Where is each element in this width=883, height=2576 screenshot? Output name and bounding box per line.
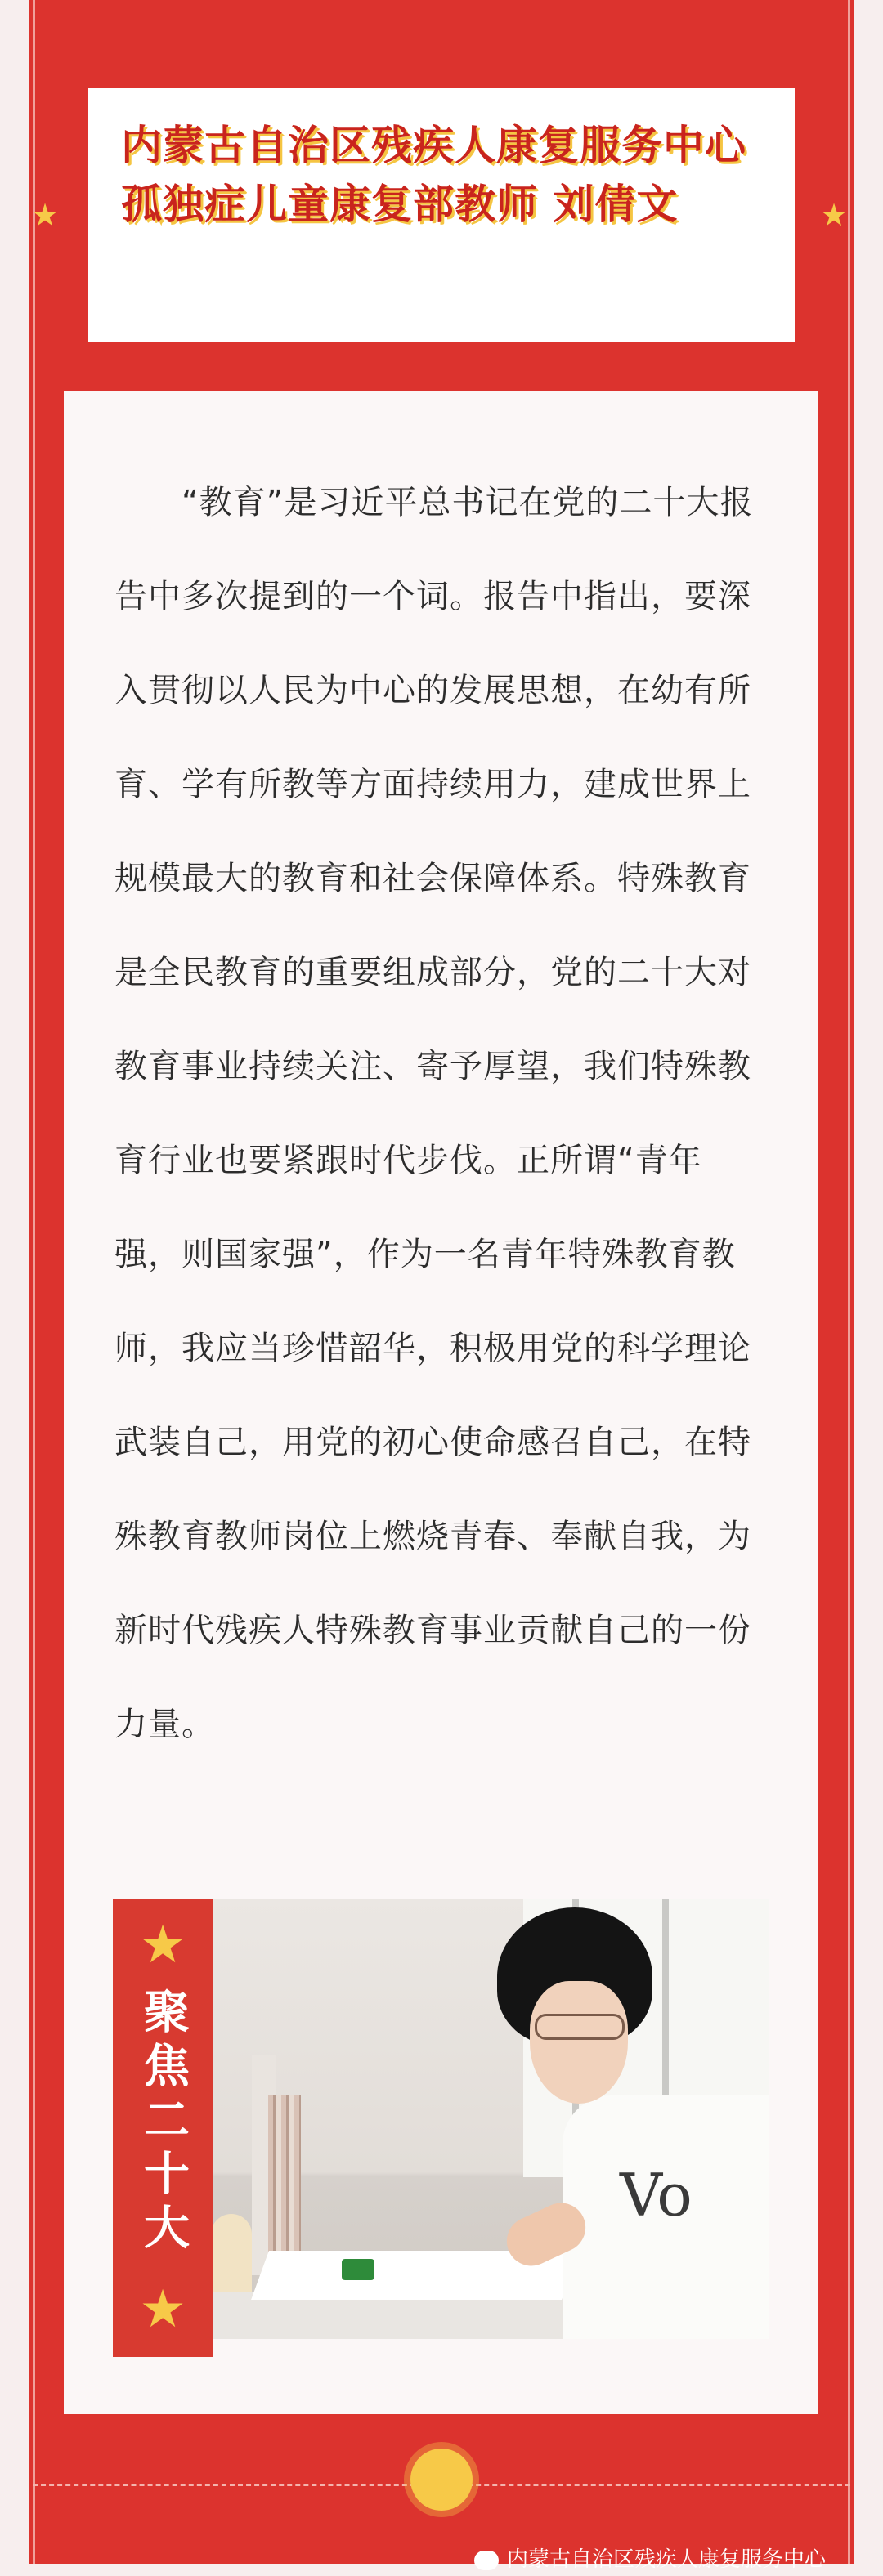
- lamp: [211, 2214, 252, 2296]
- frame-line-left: [33, 0, 35, 2564]
- ribbon-label: 聚焦二十大: [137, 1988, 190, 2257]
- source-watermark: [474, 2543, 826, 2576]
- shirt-logo: Vo: [620, 2161, 693, 2229]
- books: [268, 2095, 301, 2267]
- frame-line-right: [848, 0, 850, 2564]
- eraser: [342, 2259, 374, 2280]
- star-icon: ★: [139, 1915, 186, 1975]
- article-body-card: [64, 391, 818, 2414]
- sun-icon: [410, 2449, 473, 2511]
- star-icon: ★: [820, 197, 849, 233]
- focus-ribbon: [113, 1899, 213, 2357]
- star-icon: ★: [139, 2279, 186, 2340]
- title-card: [88, 88, 795, 342]
- teacher-figure: [473, 1899, 769, 2339]
- wechat-icon: [474, 2551, 499, 2570]
- article-title: 内蒙古自治区残疾人康复服务中心孤独症儿童康复部教师 刘倩文: [121, 122, 746, 228]
- star-icon: ★: [31, 197, 60, 233]
- watermark-text: 内蒙古自治区残疾人康复服务中心: [507, 2547, 827, 2572]
- article-paragraph: “教育”是习近平总书记在党的二十大报告中多次提到的一个词。报告中指出，要深入贯彻以人民为中心的发展思想，在幼有所育、学有所教等方面持续用力，建成世界上规模最大的教育和社会保障体系。特殊教育是全民教育的重要组成部分，党的二十大对教育事业持续关注、寄予厚望，我们特殊教育行业也要紧跟时代步伐。正所谓“青年强，则国家强”，作为一名青年特殊教育教师，我应当珍惜韶华，积极用党的科学理论武装自己，用党的初心使命感召自己，在特殊教育教师岗位上燃烧青春、奉献自我，为新时代残疾人特殊教育事业贡献自己的一份力量。: [114, 484, 754, 1743]
